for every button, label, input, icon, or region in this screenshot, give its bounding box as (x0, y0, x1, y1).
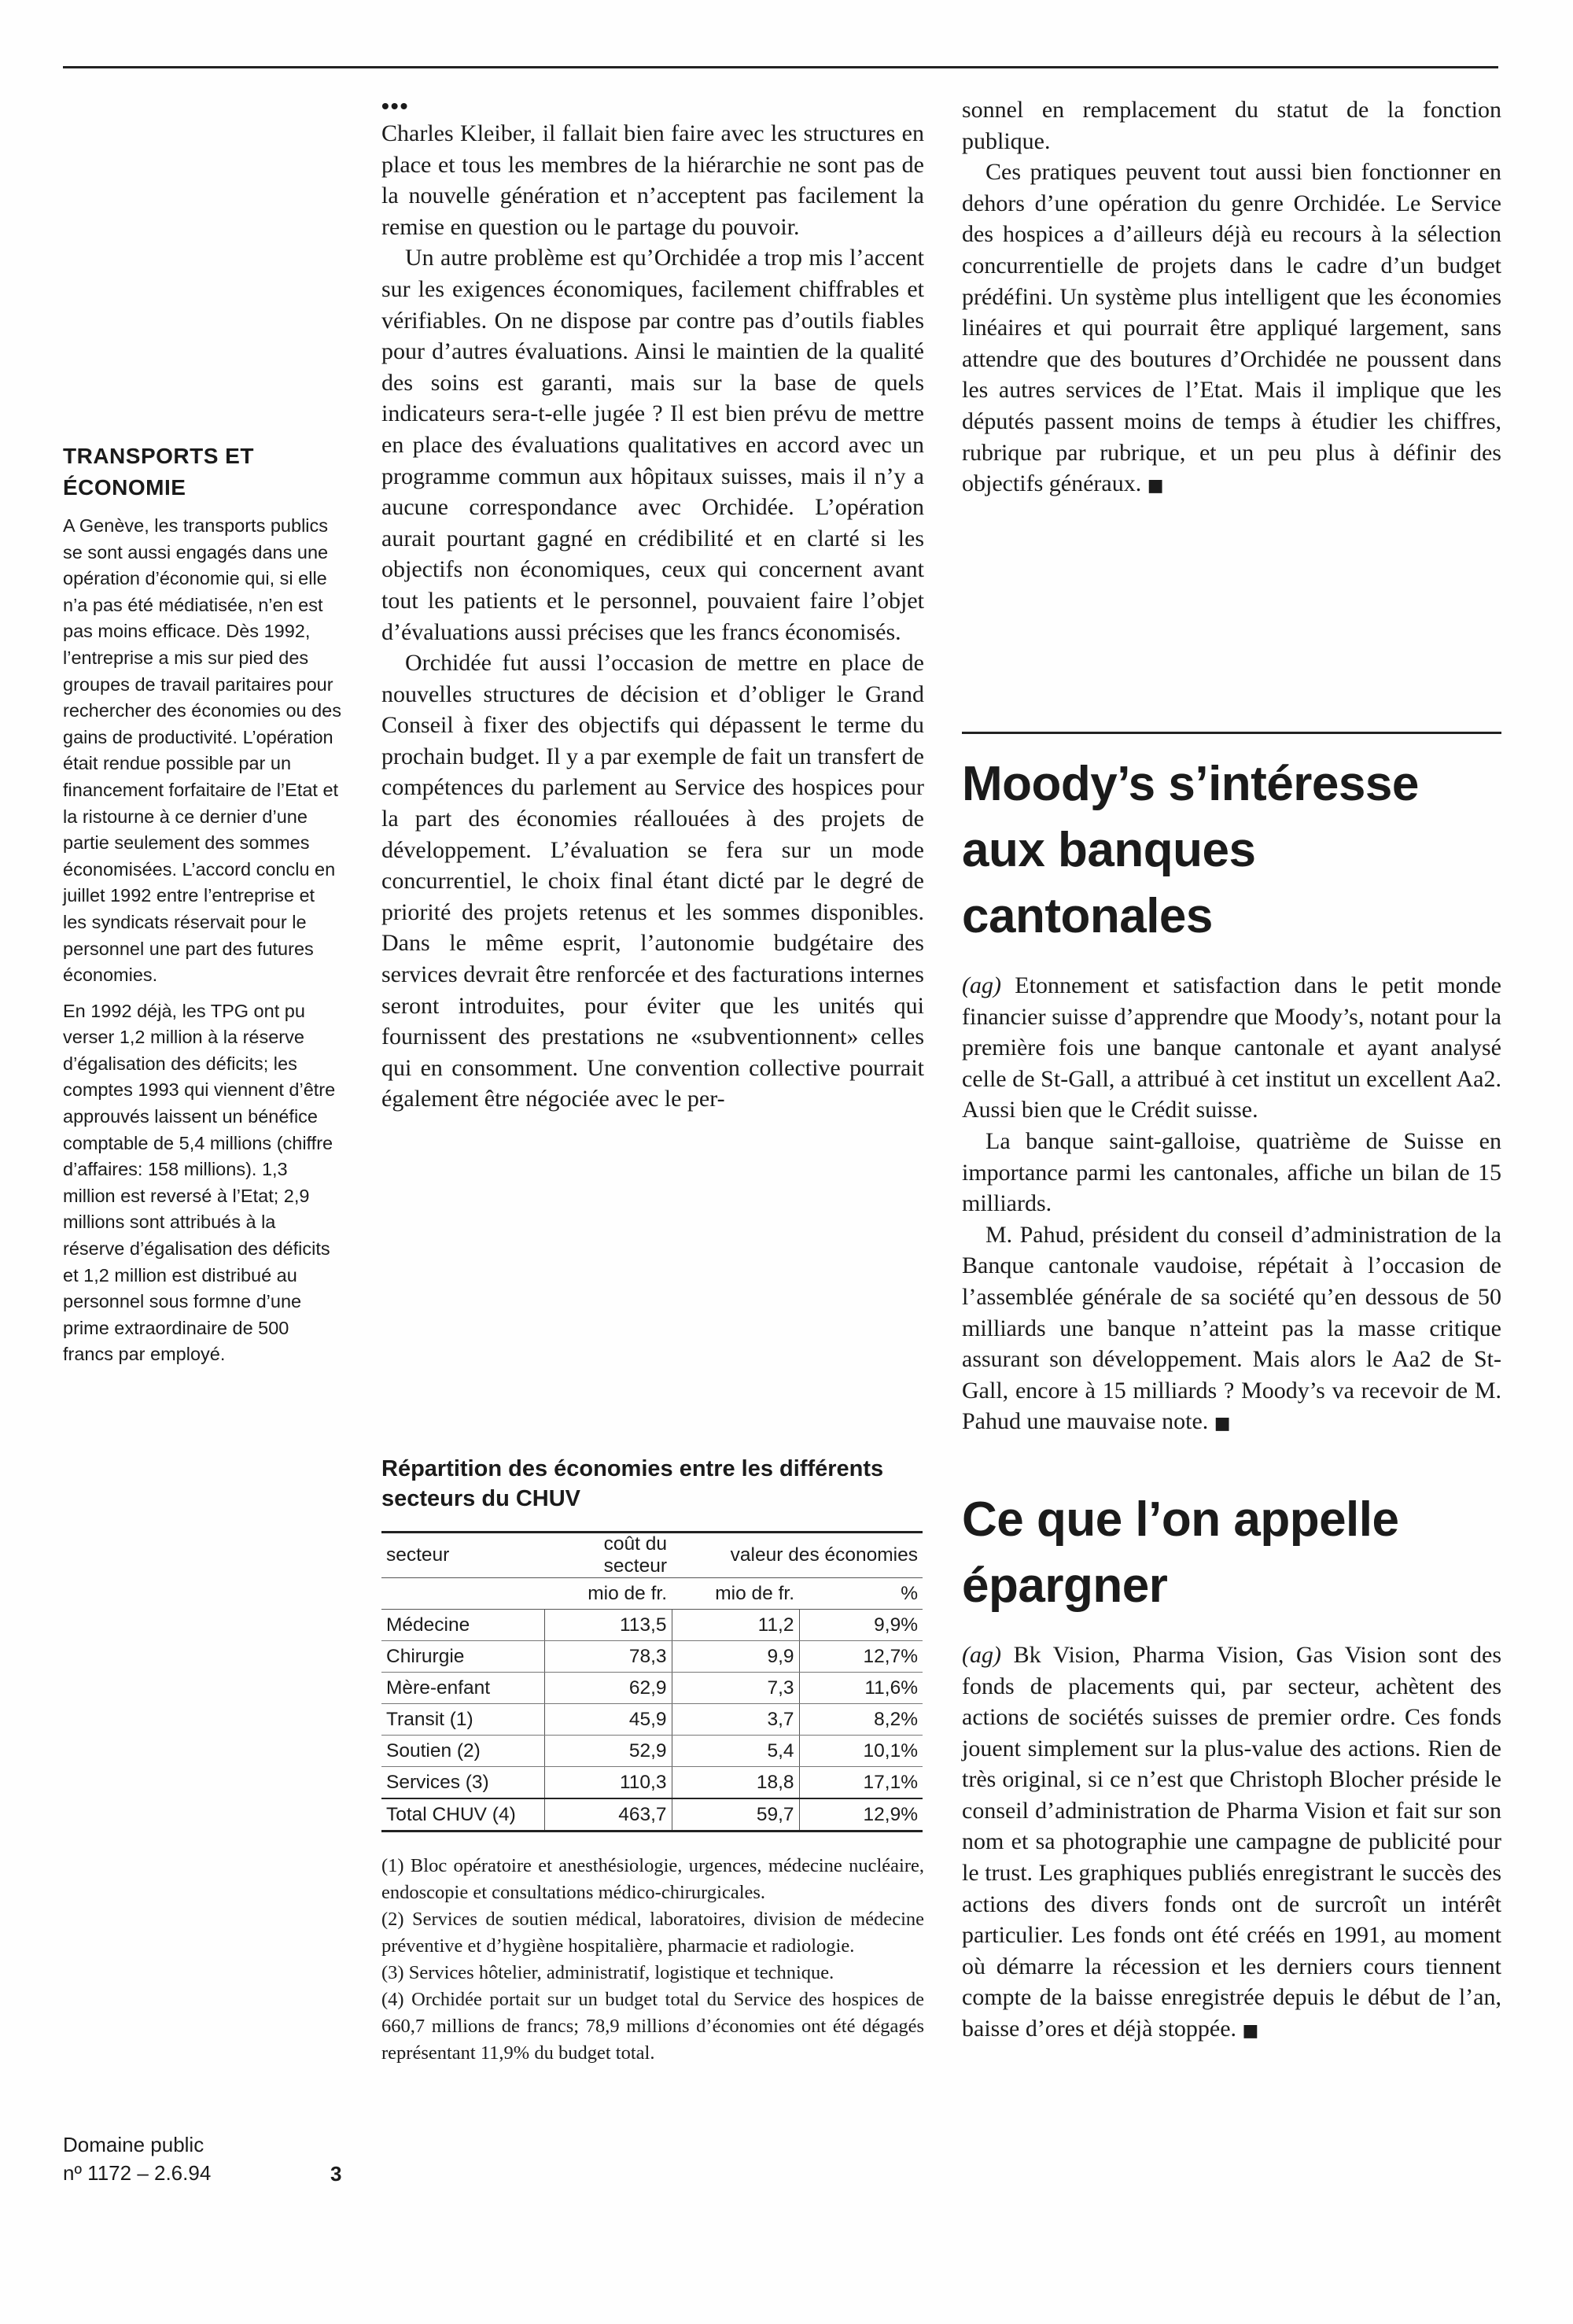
cell-savings: 5,4 (672, 1736, 799, 1767)
cell-sector: Total CHUV (4) (381, 1798, 544, 1832)
cell-pct: 8,2% (799, 1704, 923, 1736)
table-row (381, 1610, 923, 1641)
cell-cost: 62,9 (544, 1673, 672, 1704)
article-paragraph: Charles Kleiber, il fallait bien faire avec les structures en place et tous les membres de la hiérarchie ne sont pas de la nouvelle génération et n’acceptent pas facilement la remise en question ou le partage du pouvoir. (381, 120, 924, 240)
cell-pct: 12,7% (799, 1641, 923, 1673)
headline-moodys: Moody’s s’intéresse aux banques cantonales (962, 757, 1419, 943)
paragraph-text: M. Pahud, président du conseil d’administration de la Banque cantonale vaudoise, répétait à l’occasion de l’assemblée générale de sa société qu’en dessous de 50 milliards une banque n’atteint pas la masse critique assurant son développement. Mais alors le Aa2 de St-Gall, encore à 15 milliards ? Moody’s va recevoir de M. Pahud une mauvaise note. (962, 1221, 1501, 1435)
right-column-continuation (962, 94, 1501, 502)
table-row (381, 1736, 923, 1767)
sidebar-title: TRANSPORTS ET ÉCONOMIE (63, 444, 254, 500)
continuation-mark: ••• (381, 94, 410, 118)
paragraph-text: Ces pratiques peuvent tout aussi bien fonctionner en dehors d’une opération du genre Orchidée. Le Service des hospices a d’ailleurs déjà eu recours à la sélection concurrentielle de projets dans le cadre d’un budget prédéfini. Un système plus intelligent que les économies linéaires et qui pourrait être appliqué largement, sans attendre que des boutures d’Orchidée ne poussent dans les autres services de l’Etat. Mais il implique que les députés passent moins de temps à étudier les chiffres, rubrique par rubrique, et un peu plus à définir des objectifs généraux. (962, 159, 1501, 497)
cell-pct: 10,1% (799, 1736, 923, 1767)
header-savings: valeur des économies (672, 1533, 923, 1578)
cell-sector: Soutien (2) (381, 1736, 544, 1767)
cell-sector: Mère-enfant (381, 1673, 544, 1704)
table-row (381, 1673, 923, 1704)
cell-cost: 78,3 (544, 1641, 672, 1673)
cell-savings: 9,9 (672, 1641, 799, 1673)
page-footer (63, 2130, 346, 2187)
byline: (ag) (962, 1641, 1001, 1668)
sidebar-paragraph: En 1992 déjà, les TPG ont pu verser 1,2 million à la réserve d’égalisation des déficits; les comptes 1993 qui viennent d’être approuvés laissent un bénéfice comptable de 5,4 millions (chiffre d’affaires: 158 millions). 1,3 million est reversé à l’Etat; 2,9 millions sont attribués à la réserve d’égalisation des déficits et 1,2 million est distribué au personnel sous formne d’une prime extraordinaire de 500 francs par employé. (63, 1000, 336, 1365)
page-number: 3 (330, 2162, 342, 2186)
cell-pct: 12,9% (799, 1798, 923, 1832)
cell-sector: Services (3) (381, 1767, 544, 1799)
article-paragraph: La banque saint-galloise, quatrième de Suisse en importance parmi les cantonales, affiche un bilan de 15 milliards. (962, 1127, 1501, 1217)
table-note: (3) Services hôtelier, administratif, logistique et technique. (381, 1962, 834, 1983)
end-mark-icon: ■ (1147, 476, 1164, 496)
cell-savings: 7,3 (672, 1673, 799, 1704)
headline-epargner: Ce que l’on appelle épargner (962, 1492, 1399, 1613)
article-paragraph (962, 970, 1501, 1126)
article-paragraph (962, 1219, 1501, 1440)
article-paragraph: sonnel en remplacement du statut de la fonction publique. (962, 97, 1501, 154)
subheader-pct: % (799, 1578, 923, 1610)
table-subheader-row (381, 1578, 923, 1610)
subheader-savings-unit: mio de fr. (672, 1578, 799, 1610)
cell-savings: 11,2 (672, 1610, 799, 1641)
cell-savings: 59,7 (672, 1798, 799, 1832)
article-paragraph (962, 1640, 1501, 2047)
cell-pct: 9,9% (799, 1610, 923, 1641)
subheader-empty (381, 1578, 544, 1610)
article-paragraph (962, 157, 1501, 502)
article-paragraph: Orchidée fut aussi l’occasion de mettre en place de nouvelles structures de décision et d’obliger le Grand Conseil à fixer des objectifs qui dépassent le terme du prochain budget. Il y a par exemple de fait un transfert de compétences du parlement au Service des hospices pour la part des économies réallouées à des projets de développement. L’évaluation se fera sur un mode concurrentiel, le choix final étant dicté par le degré de priorité des projets retenus et les sommes disponibles. Dans le même esprit, l’autonomie budgétaire des services devrait être renforcée et des facturations internes seront introduites, pour éviter que les unités qui fournissent des prestations ne «subventionnent» celles qui en consomment. Une convention collective pourrait également être négociée avec le per- (381, 650, 924, 1112)
table-title: Répartition des économies entre les différents secteurs du CHUV (381, 1456, 884, 1511)
article-paragraph: Un autre problème est qu’Orchidée a trop mis l’accent sur les exigences économiques, facilement chiffrables et vérifiables. On ne dispose par contre pas d’outils fiables pour d’autres évaluations. Ainsi le maintien de la qualité des soins est garanti, mais sur la base de quels indicateurs sera-t-elle jugée ? Il est bien prévu de mettre en place des évaluations qualitatives en accord avec un programme commun aux hôpitaux suisses, mais il n’y a aucune correspondance avec Orchidée. L’opération aurait pourtant gagné en crédibilité et en clarté si les objectifs non économiques, ceux qui concernent avant tout les patients et le personnel, pouvaient faire l’objet d’évaluations aussi précises que les francs économisés. (381, 245, 924, 645)
cell-cost: 113,5 (544, 1610, 672, 1641)
header-cost: coût du secteur (544, 1533, 672, 1578)
cell-pct: 11,6% (799, 1673, 923, 1704)
cell-sector: Chirurgie (381, 1641, 544, 1673)
table-row (381, 1704, 923, 1736)
table-note: (1) Bloc opératoire et anesthésiologie, urgences, médecine nucléaire, endoscopie et consultations médico-chirurgicales. (381, 1855, 924, 1903)
cell-cost: 110,3 (544, 1767, 672, 1799)
paragraph-text: Bk Vision, Pharma Vision, Gas Vision sont des fonds de placements qui, par secteur, achètent des actions de sociétés suisses de premier ordre. Ces fonds jouent simplement sur la plus-value des actions. Rien de très original, si ce n’est que Christoph Blocher préside le conseil d’administration de Pharma Vision et fait sur son nom et sa photographie une campagne de publicité pour le trust. Les graphiques publiés enregistrant le succès des actions des divers fonds ont de surcroît un intérêt particulier. Les fonds ont été créés en 1991, au moment où démarre la récession et les derniers cours tiennent compte de la baisse enregistrée depuis le début de l’an, baisse d’ores et déjà stoppée. (962, 1641, 1501, 2042)
main-article-column (381, 94, 924, 1115)
savings-table-block (381, 1454, 924, 2067)
table-notes (381, 1853, 924, 2067)
paragraph-text: Etonnement et satisfaction dans le petit monde financier suisse d’apprendre que Moody’s, notant pour la première fois une banque cantonale et ayant analysé celle de St-Gall, a attribué à cet institut un excellent Aa2. Aussi bien que le Crédit suisse. (962, 972, 1501, 1123)
cell-savings: 18,8 (672, 1767, 799, 1799)
byline: (ag) (962, 972, 1001, 998)
table-note: (2) Services de soutien médical, laboratoires, division de médecine préventive et d’hygiène hospitalière, pharmacie et radiologie. (381, 1909, 924, 1957)
right-column-articles (962, 732, 1501, 2047)
subheader-cost-unit: mio de fr. (544, 1578, 672, 1610)
sidebar-paragraph: A Genève, les transports publics se sont aussi engagés dans une opération d’économie qui, si elle n’a pas été médiatisée, n’en est pas moins efficace. Dès 1992, l’entreprise a mis sur pied des groupes de travail paritaires pour rechercher des économies ou des gains de productivité. L’opération était rendue possible par un financement forfaitaire de l’Etat et la ristourne à ce dernier d’une partie seulement des sommes économisées. L’accord conclu en juillet 1992 entre l’entreprise et les syndicats réservait pour le personnel une part des futures économies. (63, 515, 342, 986)
cell-cost: 45,9 (544, 1704, 672, 1736)
table-row (381, 1767, 923, 1799)
issue-number: nº 1172 – 2.6.94 (63, 2161, 212, 2185)
article-divider (962, 732, 1501, 734)
publication-name: Domaine public (63, 2133, 204, 2156)
cell-cost: 52,9 (544, 1736, 672, 1767)
savings-table (381, 1531, 923, 1832)
cell-sector: Transit (1) (381, 1704, 544, 1736)
top-rule (63, 66, 1498, 68)
cell-sector: Médecine (381, 1610, 544, 1641)
end-mark-icon: ■ (1242, 2021, 1259, 2042)
cell-cost: 463,7 (544, 1798, 672, 1832)
header-secteur: secteur (381, 1533, 544, 1578)
table-note: (4) Orchidée portait sur un budget total du Service des hospices de 660,7 millions de francs; 78,9 millions d’économies ont été dégagés représentant 11,9% du budget total. (381, 1989, 924, 2064)
end-mark-icon: ■ (1214, 1414, 1231, 1434)
table-total-row (381, 1798, 923, 1832)
sidebar-box (63, 441, 342, 1378)
cell-savings: 3,7 (672, 1704, 799, 1736)
table-row (381, 1641, 923, 1673)
table-header-row (381, 1533, 923, 1578)
cell-pct: 17,1% (799, 1767, 923, 1799)
